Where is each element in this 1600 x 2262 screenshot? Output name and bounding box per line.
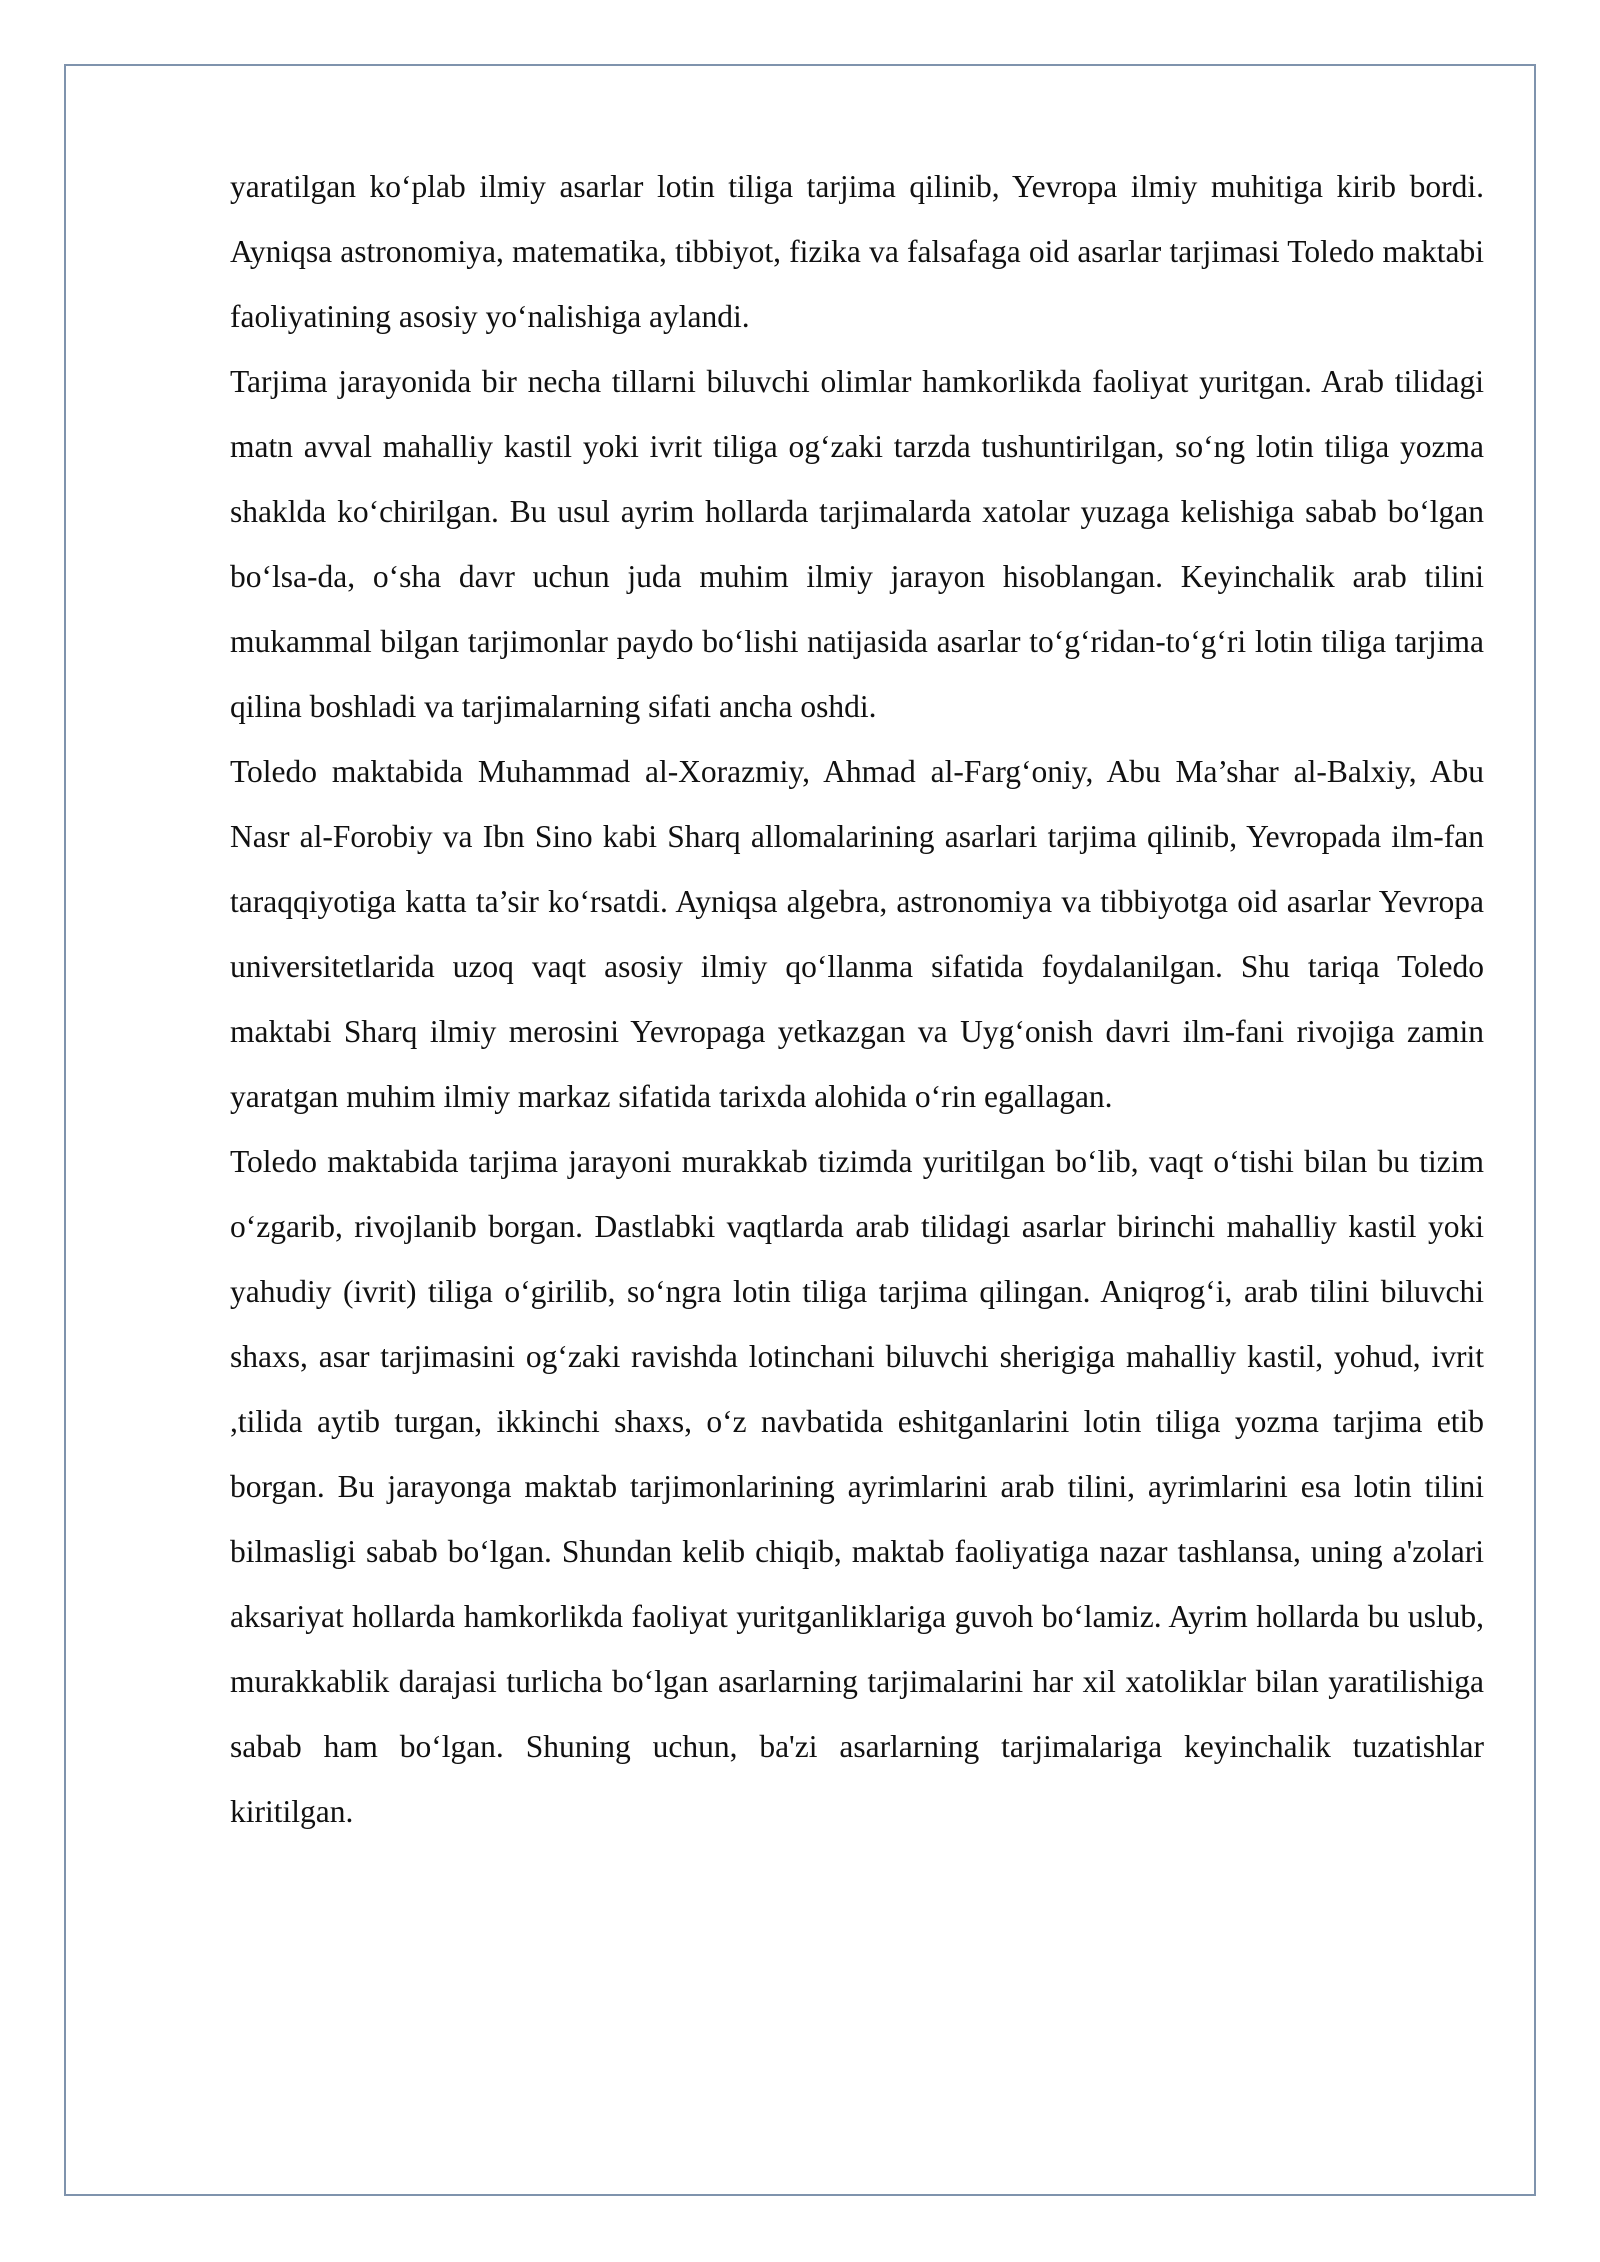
paragraph-2: Tarjima jarayonida bir necha tillarni biluvchi olimlar hamkorlikda faoliyat yuritgan. Arab tilidagi matn avval mahalliy kastil yoki ivrit tiliga og‘zaki tarzda tushuntirilgan, so‘ng lotin tiliga yozma shaklda ko‘chirilgan. Bu usul ayrim hollarda tarjimalarda xatolar yuzaga kelishiga sabab bo‘lgan bo‘lsa-da, o‘sha davr uchun juda muhim ilmiy jarayon hisoblangan. Keyinchalik arab tilini mukammal bilgan tarjimonlar paydo bo‘lishi natijasida asarlar to‘g‘ridan-to‘g‘ri lotin tiliga tarjima qilina boshladi va tarjimalarning sifati ancha oshdi. [230,364,1484,724]
paragraph-1: yaratilgan ko‘plab ilmiy asarlar lotin tiliga tarjima qilinib, Yevropa ilmiy muhitiga kirib bordi. Ayniqsa astronomiya, matematika, tibbiyot, fizika va falsafaga oid asarlar tarjimasi Toledo maktabi faoliyatining asosiy yo‘nalishiga aylandi. [230,169,1484,334]
paragraph-3: Toledo maktabida Muhammad al-Xorazmiy, Ahmad al-Farg‘oniy, Abu Ma’shar al-Balxiy, Abu Nasr al-Forobiy va Ibn Sino kabi Sharq allomalarining asarlari tarjima qilinib, Yevropada ilm-fan taraqqiyotiga katta ta’sir ko‘rsatdi. Ayniqsa algebra, astronomiya va tibbiyotga oid asarlar Yevropa universitetlarida uzoq vaqt asosiy ilmiy qo‘llanma sifatida foydalanilgan. Shu tariqa Toledo maktabi Sharq ilmiy merosini Yevropaga yetkazgan va Uyg‘onish davri ilm-fani rivojiga zamin yaratgan muhim ilmiy markaz sifatida tarixda alohida o‘rin egallagan. [230,754,1484,1114]
paragraph-4: Toledo maktabida tarjima jarayoni murakkab tizimda yuritilgan bo‘lib, vaqt o‘tishi bilan bu tizim o‘zgarib, rivojlanib borgan. Dastlabki vaqtlarda arab tilidagi asarlar birinchi mahalliy kastil yoki yahudiy (ivrit) tiliga o‘girilib, so‘ngra lotin tiliga tarjima qilingan. Aniqrog‘i, arab tilini biluvchi shaxs, asar tarjimasini og‘zaki ravishda lotinchani biluvchi sherigiga mahalliy kastil, yohud, ivrit ,tilida aytib turgan, ikkinchi shaxs, o‘z navbatida eshitganlarini lotin tiliga yozma tarjima etib borgan. Bu jarayonga maktab tarjimonlarining ayrimlarini arab tilini, ayrimlarini esa lotin tilini bilmasligi sabab bo‘lgan. Shundan kelib chiqib, maktab faoliyatiga nazar tashlansa, uning a'zolari aksariyat hollarda hamkorlikda faoliyat yuritganliklariga guvoh bo‘lamiz. Ayrim hollarda bu uslub, murakkablik darajasi turlicha bo‘lgan asarlarning tarjimalarini har xil xatoliklar bilan yaratilishiga sabab ham bo‘lgan. Shuning uchun, ba'zi asarlarning tarjimalariga keyinchalik tuzatishlar kiritilgan. [230,1144,1484,1829]
document-body [230,154,1484,1844]
